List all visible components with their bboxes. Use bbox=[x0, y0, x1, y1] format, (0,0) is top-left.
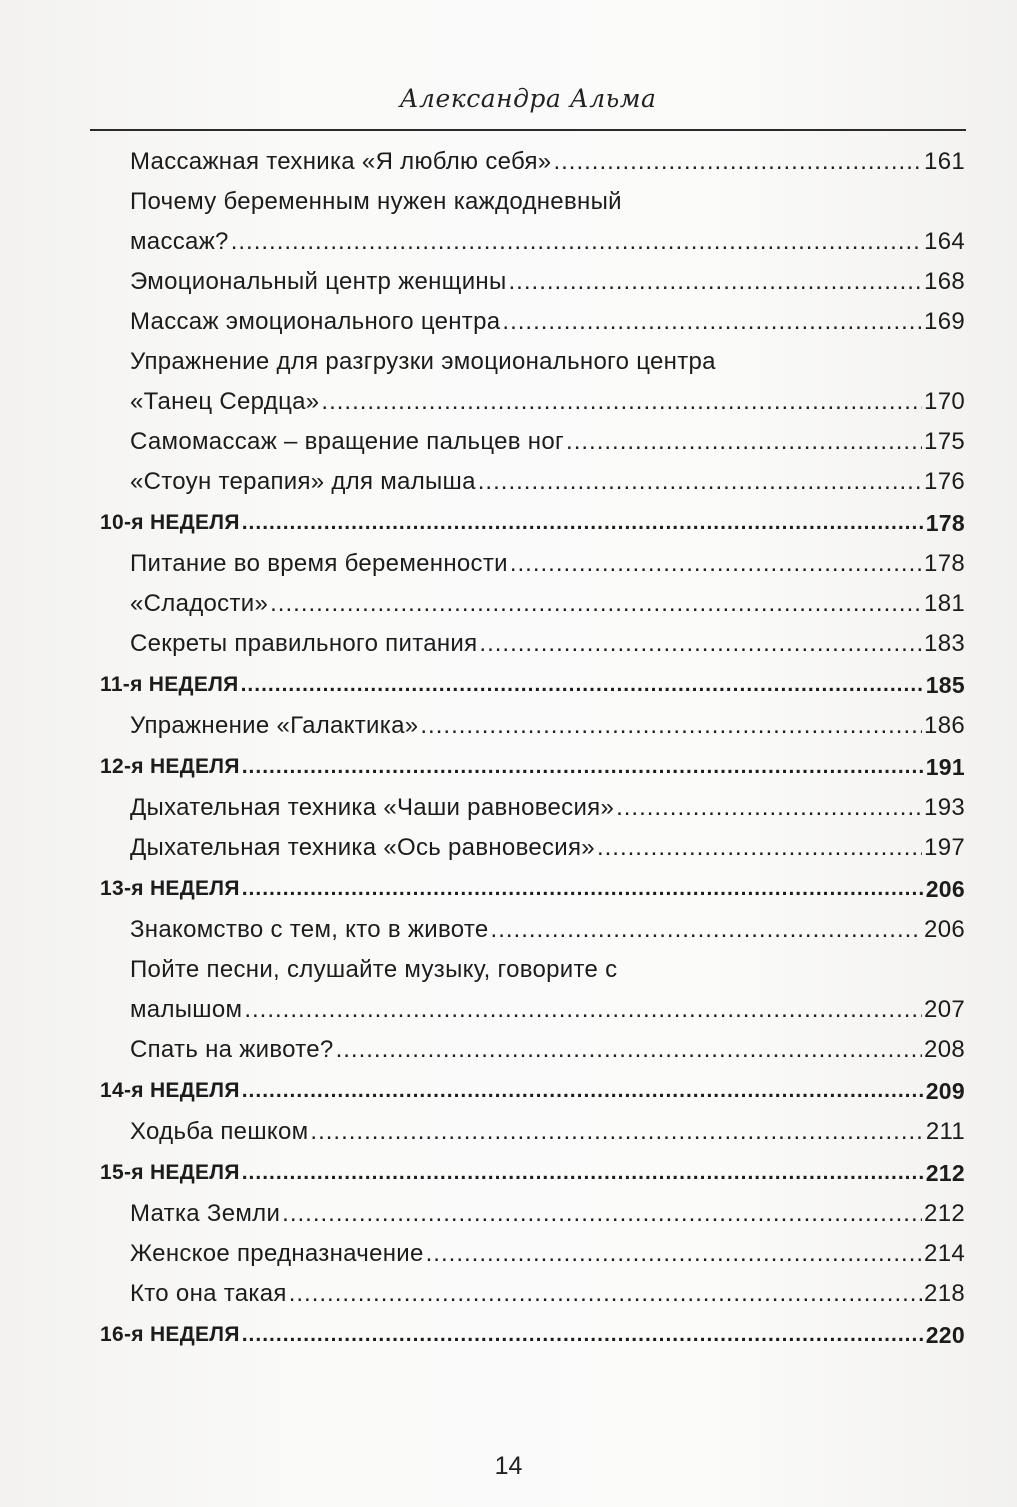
toc-entry-title: 13-я НЕДЕЛЯ bbox=[100, 877, 240, 900]
toc-entry-title: Секреты правильного питания bbox=[130, 630, 478, 657]
toc-page-number: 178 bbox=[924, 550, 965, 577]
running-header bbox=[90, 78, 966, 130]
toc-week-heading bbox=[100, 1314, 965, 1356]
toc-page-number: 211 bbox=[925, 1118, 965, 1145]
toc-page-number: 206 bbox=[924, 916, 965, 943]
toc-entry bbox=[100, 544, 965, 584]
toc-page-number: 220 bbox=[925, 1322, 965, 1348]
dot-leader bbox=[282, 1194, 922, 1234]
toc-entry bbox=[100, 1234, 965, 1274]
toc-page-number: 186 bbox=[924, 712, 965, 739]
toc-entry bbox=[100, 142, 965, 182]
toc-entry-title: Дыхательная техника «Ось равновесия» bbox=[130, 834, 595, 861]
toc-entry-title: «Стоун терапия» для малыша bbox=[130, 468, 476, 495]
toc-page-number: 161 bbox=[924, 148, 965, 175]
dot-leader bbox=[616, 788, 922, 828]
toc-entry-title: Эмоциональный центр женщины bbox=[130, 268, 507, 295]
page-number: 14 bbox=[494, 1452, 523, 1480]
dot-leader bbox=[242, 746, 924, 788]
toc-entry-title-line: Пойте песни, слушайте музыку, говорите с bbox=[130, 956, 618, 983]
dot-leader bbox=[336, 1030, 922, 1070]
toc-entry bbox=[100, 1194, 965, 1234]
dot-leader bbox=[242, 502, 924, 544]
toc-entry-title: 12-я НЕДЕЛЯ bbox=[100, 755, 240, 778]
dot-leader bbox=[597, 828, 922, 868]
toc-entry bbox=[100, 302, 965, 342]
toc-entry-title: Знакомство с тем, кто в животе bbox=[130, 916, 489, 943]
toc-entry-title: 11-я НЕДЕЛЯ bbox=[100, 673, 239, 696]
toc-entry-title: Массаж эмоционального центра bbox=[130, 308, 501, 335]
toc-entry bbox=[100, 222, 965, 262]
dot-leader bbox=[241, 664, 924, 706]
toc-entry-title: 15-я НЕДЕЛЯ bbox=[100, 1161, 240, 1184]
toc-week-heading bbox=[100, 746, 965, 788]
toc-entry bbox=[100, 422, 965, 462]
toc-entry bbox=[100, 624, 965, 664]
toc-entry-title: малышом bbox=[130, 996, 243, 1023]
toc-page-number: 170 bbox=[924, 388, 965, 415]
dot-leader bbox=[244, 990, 922, 1030]
toc-week-heading bbox=[100, 1070, 965, 1112]
toc-entry-title-line: Почему беременным нужен каждодневный bbox=[130, 188, 622, 215]
toc-page-number: 175 bbox=[924, 428, 965, 455]
toc-entry-title: 16-я НЕДЕЛЯ bbox=[100, 1323, 240, 1346]
toc-entry-title: Массажная техника «Я люблю себя» bbox=[130, 148, 552, 175]
toc-entry bbox=[100, 788, 965, 828]
toc-page-number: 183 bbox=[924, 630, 965, 657]
toc-page-number: 212 bbox=[924, 1200, 965, 1227]
toc-entry-title: «Сладости» bbox=[130, 590, 269, 617]
dot-leader bbox=[566, 422, 922, 462]
toc-page-number: 185 bbox=[925, 672, 965, 698]
toc-entry bbox=[100, 706, 965, 746]
author-name: Александра Альма bbox=[399, 84, 657, 113]
dot-leader bbox=[321, 382, 922, 422]
toc-week-heading bbox=[100, 664, 965, 706]
toc-page-number: 193 bbox=[924, 794, 965, 821]
toc-entry-title: Женское предназначение bbox=[130, 1240, 424, 1267]
toc-page-number: 208 bbox=[924, 1036, 965, 1063]
toc-entry bbox=[100, 1112, 965, 1152]
toc-entry-title: Упражнение «Галактика» bbox=[130, 712, 419, 739]
toc-entry-title: Самомассаж – вращение пальцев ног bbox=[130, 428, 565, 455]
dot-leader bbox=[426, 1234, 922, 1274]
header-divider bbox=[90, 129, 966, 131]
toc-entry-title: Спать на животе? bbox=[130, 1036, 334, 1063]
toc-page-number: 178 bbox=[925, 510, 965, 536]
dot-leader bbox=[491, 910, 923, 950]
toc-page-number: 207 bbox=[924, 996, 965, 1023]
toc-entry-title-line: Упражнение для разгрузки эмоционального центра bbox=[130, 348, 716, 375]
toc-page-number: 168 bbox=[924, 268, 965, 295]
dot-leader bbox=[242, 868, 924, 910]
toc-page-number: 218 bbox=[924, 1280, 965, 1307]
toc-entry bbox=[100, 1274, 965, 1314]
dot-leader bbox=[479, 624, 922, 664]
dot-leader bbox=[510, 544, 922, 584]
toc-week-heading bbox=[100, 502, 965, 544]
toc-page-number: 209 bbox=[925, 1078, 965, 1104]
dot-leader bbox=[502, 302, 922, 342]
toc-page-number: 197 bbox=[924, 834, 965, 861]
toc-entry-title: Дыхательная техника «Чаши равновесия» bbox=[130, 794, 615, 821]
toc-entry bbox=[100, 462, 965, 502]
toc-page-number: 181 bbox=[924, 590, 965, 617]
dot-leader bbox=[289, 1274, 922, 1314]
toc-week-heading bbox=[100, 1152, 965, 1194]
dot-leader bbox=[242, 1314, 924, 1356]
dot-leader bbox=[231, 222, 922, 262]
toc-page-number: 206 bbox=[925, 876, 965, 902]
dot-leader bbox=[242, 1070, 924, 1112]
toc-page-number: 191 bbox=[925, 754, 965, 780]
toc-entry bbox=[100, 990, 965, 1030]
table-of-contents bbox=[100, 142, 965, 1356]
toc-entry-title: массаж? bbox=[130, 228, 229, 255]
dot-leader bbox=[509, 262, 923, 302]
toc-entry bbox=[100, 910, 965, 950]
dot-leader bbox=[553, 142, 922, 182]
toc-entry-title: Ходьба пешком bbox=[130, 1118, 309, 1145]
toc-page-number: 176 bbox=[924, 468, 965, 495]
toc-entry-title: Питание во время беременности bbox=[130, 550, 508, 577]
toc-entry bbox=[100, 828, 965, 868]
toc-entry-title: Кто она такая bbox=[130, 1280, 287, 1307]
toc-entry-title: 10-я НЕДЕЛЯ bbox=[100, 511, 240, 534]
toc-entry-title: Матка Земли bbox=[130, 1200, 281, 1227]
dot-leader bbox=[270, 584, 922, 624]
toc-page-number: 212 bbox=[925, 1160, 965, 1186]
toc-entry bbox=[100, 382, 965, 422]
dot-leader bbox=[310, 1112, 923, 1152]
dot-leader bbox=[420, 706, 922, 746]
dot-leader bbox=[242, 1152, 924, 1194]
toc-page-number: 164 bbox=[924, 228, 965, 255]
dot-leader bbox=[478, 462, 922, 502]
toc-entry-title: «Танец Сердца» bbox=[130, 388, 320, 415]
toc-entry bbox=[100, 584, 965, 624]
toc-entry bbox=[100, 262, 965, 302]
toc-entry bbox=[100, 1030, 965, 1070]
toc-page-number: 169 bbox=[924, 308, 965, 335]
toc-week-heading bbox=[100, 868, 965, 910]
toc-page-number: 214 bbox=[924, 1240, 965, 1267]
toc-entry-title: 14-я НЕДЕЛЯ bbox=[100, 1079, 240, 1102]
